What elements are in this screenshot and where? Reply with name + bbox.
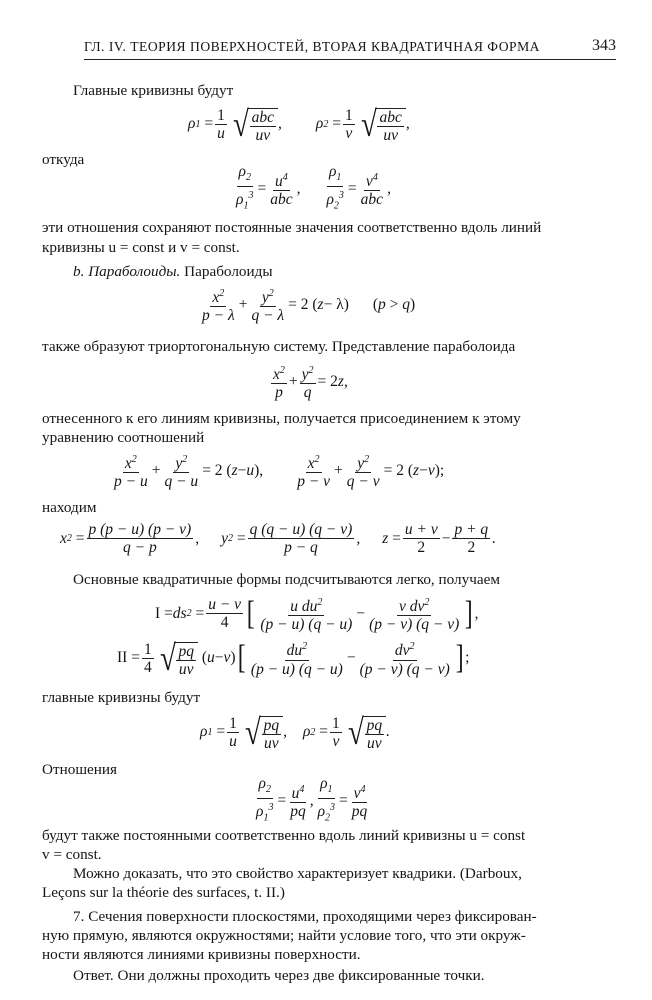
formula-coordinates: x 2 = $\frac{p (p - u) (p - v)}{q - p}$ , y 2 = $\frac{q (q - u) (q - v)}{p - q}$ , z = $\frac{u + v}{2}$ − $\frac{p + q}{2}$ .	[60, 521, 497, 556]
paragraph-we-find: находим	[42, 499, 97, 516]
exercise-7-line-3: ности являются линиями кривизны поверхности.	[42, 946, 361, 963]
paragraph-ratios-constant-2: кривизны u = const и v = const.	[42, 239, 240, 256]
paragraph-curvature-lines-2: уравнению соотношений	[42, 429, 205, 446]
paragraph-principal-curvatures-2: главные кривизны будут	[42, 689, 201, 706]
formula-rho-paraboloid: ρ 1 = $\frac{1}{u}$ √ $\frac{pq}{uv}$ , ρ 2 = $\frac{1}{v}$ √ $\frac{pq}{uv}$ .	[200, 712, 390, 752]
paragraph-darboux: Можно доказать, что это свойство характеризует квадрики. (Darboux,	[73, 865, 522, 882]
formula-rho-ellipsoid: ρ 1 = $\frac{1}{u}$ √ $\frac{\text{abc}}{uv}$ , ρ 2 = $\frac{1}{v}$ √ $\frac{\text{abc}}{uv}$ ,	[188, 104, 410, 144]
formula-paraboloid-family: $\frac{x^2}{p - \lambda}$ + $\frac{y^2}{q - \lambda}$ = 2 ( z − λ) ( p > q )	[198, 285, 415, 324]
exercise-7: 7. Сечения поверхности плоскостями, проходящими через фиксирован-	[73, 908, 537, 925]
paragraph-curvature-lines: отнесенного к его линиям кривизны, получается присоединением к этому	[42, 410, 521, 427]
chapter-title: ГЛ. IV. ТЕОРИЯ ПОВЕРХНОСТЕЙ, ВТОРАЯ КВАДРАТИЧНАЯ ФОРМА	[84, 39, 540, 54]
exercise-7-line-2: ную прямую, являются окружностями; найти условие того, что эти окруж-	[42, 927, 526, 944]
paragraph-triorthogonal: также образуют триортогональную систему. Представление параболоида	[42, 338, 516, 355]
formula-first-fundamental-form: I = ds 2 = $\frac{u - v}{4}$ [ $\frac{u du^2}{(p - u) (q - u)}$ − $\frac{v dv^2}{(p - v) (q - v)}$ ] ,	[155, 594, 479, 634]
paragraph-whence: откуда	[42, 151, 85, 168]
paragraph-also-constant-2: v = const.	[42, 846, 102, 863]
section-heading-rest: Параболоиды	[184, 263, 273, 280]
paragraph-ratios-constant: эти отношения сохраняют постоянные значения соответственно вдоль линий	[42, 219, 542, 236]
paragraph-ratios: Отношения	[42, 761, 118, 778]
formula-paraboloid: $\frac{x^2}{p}$ + $\frac{y^2}{q}$ = 2 z ,	[269, 362, 348, 401]
running-header	[84, 37, 616, 60]
paragraph-also-constant: будут также постоянными соответственно вдоль линий кривизны u = const	[42, 827, 526, 844]
paragraph-principal-curvatures: Главные кривизны будут	[73, 82, 234, 99]
formula-second-fundamental-form: II = $\frac{1}{4}$ √ $\frac{pq}{uv}$ ( u − v ) [ $\frac{du^2}{(p - u) (q - u)}$ − $\frac{dv^2}{(p - v) (q - v)}$ ] ;	[117, 638, 470, 678]
formula-rho-ratios-paraboloid: $\frac{\rho_2}{\rho_1^3}$ = $\frac{u^4}{pq}$ , $\frac{\rho_1}{\rho_2^3}$ = $\frac{v^4}{pq}$	[256, 775, 368, 824]
formula-uv-relations: $\frac{x^2}{p - u}$ + $\frac{y^2}{q - u}$ = 2 ( z − u ), $\frac{x^2}{p - v}$ + $\frac{y^2}{q - v}$ = 2 ( z − v );	[110, 451, 444, 490]
paragraph-quadratic-forms: Основные квадратичные формы подсчитываются легко, получаем	[73, 571, 500, 588]
exercise-7-answer: Ответ. Они должны проходить через две фиксированные точки.	[73, 967, 485, 984]
page-number: 343	[592, 37, 616, 54]
paragraph-darboux-reference: Leçons sur la théorie des surfaces, t. II.)	[42, 884, 285, 901]
section-paraboloids	[73, 262, 273, 281]
formula-rho-ratios: $\frac{\rho_2}{\rho_1^3}$ = $\frac{u^4}{\text{abc}}$ , $\frac{\rho_1}{\rho_2^3}$ = $\frac{v^4}{\text{abc}}$ ,	[236, 163, 391, 212]
section-heading: b. Параболоиды.	[73, 263, 181, 280]
